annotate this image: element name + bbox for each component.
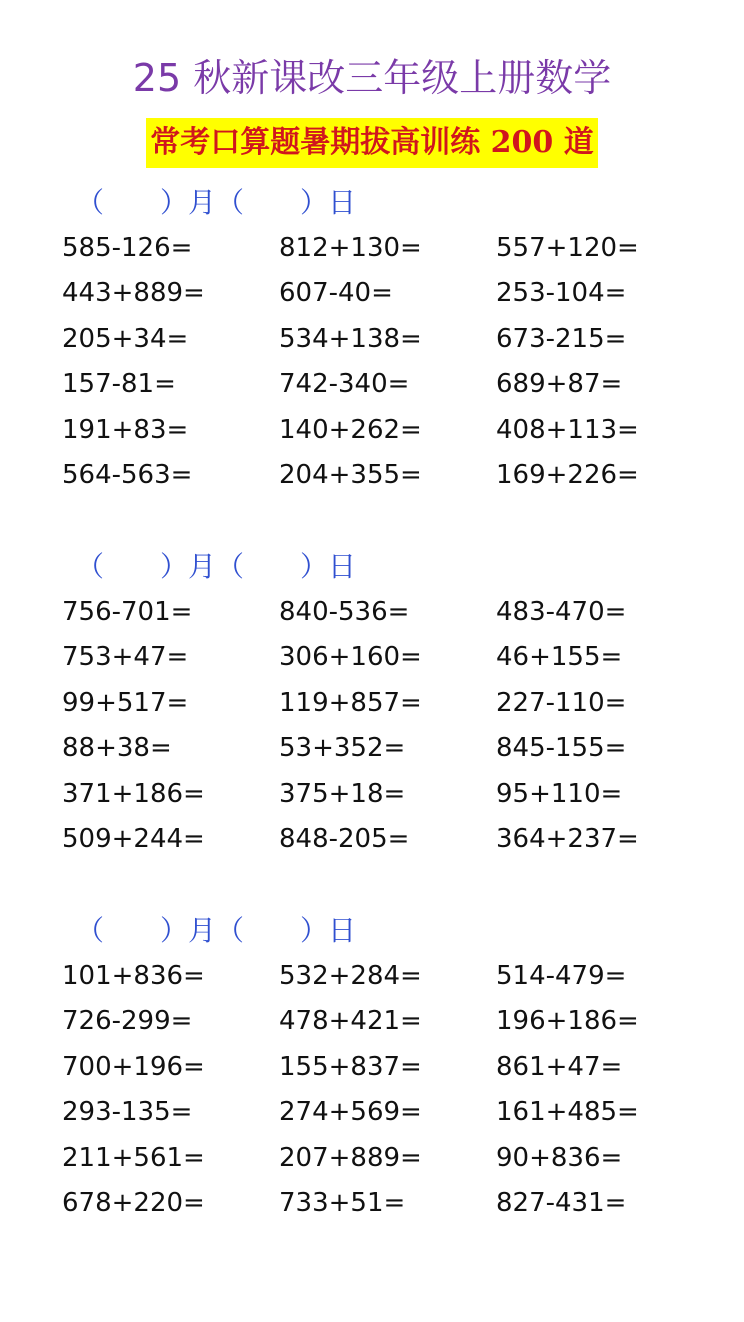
- arithmetic-problem: 607-40=: [279, 278, 393, 309]
- arithmetic-problem: 364+237=: [496, 824, 639, 854]
- arithmetic-problem: 700+196=: [62, 1051, 205, 1082]
- problem-row: [0, 1183, 744, 1223]
- arithmetic-problem: 101+836=: [62, 961, 205, 991]
- problem-row: [0, 728, 744, 768]
- arithmetic-problem: 827-431=: [496, 1188, 627, 1218]
- date-line: （ ）月（ ）日: [76, 914, 357, 947]
- problem-row: [0, 683, 744, 723]
- arithmetic-problem: 478+421=: [279, 1006, 422, 1037]
- arithmetic-problem: 678+220=: [62, 1188, 205, 1218]
- arithmetic-problem: 534+138=: [279, 323, 422, 354]
- problem-row: [0, 228, 744, 268]
- arithmetic-problem: 532+284=: [279, 961, 422, 991]
- arithmetic-problem: 293-135=: [62, 1097, 193, 1128]
- arithmetic-problem: 585-126=: [62, 233, 193, 263]
- problem-row: [0, 1138, 744, 1178]
- arithmetic-problem: 119+857=: [279, 687, 422, 718]
- arithmetic-problem: 483-470=: [496, 597, 627, 627]
- problem-row: [0, 1092, 744, 1132]
- arithmetic-problem: 227-110=: [496, 687, 627, 718]
- arithmetic-problem: 207+889=: [279, 1142, 422, 1173]
- arithmetic-problem: 95+110=: [496, 778, 623, 809]
- arithmetic-problem: 742-340=: [279, 369, 410, 400]
- problem-row: [0, 592, 744, 632]
- arithmetic-problem: 375+18=: [279, 778, 406, 809]
- arithmetic-problem: 46+155=: [496, 642, 623, 673]
- arithmetic-problem: 161+485=: [496, 1097, 639, 1128]
- arithmetic-problem: 673-215=: [496, 323, 627, 354]
- arithmetic-problem: 306+160=: [279, 642, 422, 673]
- worksheet-title: 25 秋新课改三年级上册数学: [132, 56, 612, 100]
- arithmetic-problem: 155+837=: [279, 1051, 422, 1082]
- problem-row: [0, 1001, 744, 1041]
- arithmetic-problem: 861+47=: [496, 1051, 623, 1082]
- date-line: （ ）月（ ）日: [76, 550, 357, 583]
- problem-row: [0, 273, 744, 313]
- problem-row: [0, 455, 744, 495]
- arithmetic-problem: 140+262=: [279, 414, 422, 445]
- problem-row: [0, 364, 744, 404]
- arithmetic-problem: 371+186=: [62, 778, 205, 809]
- arithmetic-problem: 689+87=: [496, 369, 623, 400]
- arithmetic-problem: 812+130=: [279, 233, 422, 263]
- arithmetic-problem: 88+38=: [62, 733, 172, 764]
- problem-row: [0, 319, 744, 359]
- problem-row: [0, 956, 744, 996]
- arithmetic-problem: 211+561=: [62, 1142, 205, 1173]
- problem-row: [0, 819, 744, 859]
- arithmetic-problem: 845-155=: [496, 733, 627, 764]
- arithmetic-problem: 157-81=: [62, 369, 176, 400]
- arithmetic-problem: 196+186=: [496, 1006, 639, 1037]
- arithmetic-problem: 557+120=: [496, 233, 639, 263]
- problem-row: [0, 1047, 744, 1087]
- arithmetic-problem: 274+569=: [279, 1097, 422, 1128]
- arithmetic-problem: 443+889=: [62, 278, 205, 309]
- arithmetic-problem: 204+355=: [279, 460, 422, 490]
- arithmetic-problem: 564-563=: [62, 460, 193, 490]
- worksheet-subtitle: 常考口算题暑期拔高训练 200 道: [146, 118, 598, 168]
- arithmetic-problem: 753+47=: [62, 642, 189, 673]
- arithmetic-problem: 726-299=: [62, 1006, 193, 1037]
- arithmetic-problem: 733+51=: [279, 1188, 406, 1218]
- arithmetic-problem: 509+244=: [62, 824, 205, 854]
- arithmetic-problem: 408+113=: [496, 414, 639, 445]
- problem-row: [0, 637, 744, 677]
- arithmetic-problem: 840-536=: [279, 597, 410, 627]
- arithmetic-problem: 90+836=: [496, 1142, 623, 1173]
- arithmetic-problem: 205+34=: [62, 323, 189, 354]
- date-line: （ ）月（ ）日: [76, 186, 357, 219]
- problem-row: [0, 774, 744, 814]
- arithmetic-problem: 169+226=: [496, 460, 639, 490]
- arithmetic-problem: 53+352=: [279, 733, 406, 764]
- arithmetic-problem: 99+517=: [62, 687, 189, 718]
- arithmetic-problem: 514-479=: [496, 961, 627, 991]
- arithmetic-problem: 848-205=: [279, 824, 410, 854]
- problem-row: [0, 410, 744, 450]
- subtitle-banner: [0, 118, 744, 168]
- arithmetic-problem: 756-701=: [62, 597, 193, 627]
- arithmetic-problem: 253-104=: [496, 278, 627, 309]
- arithmetic-problem: 191+83=: [62, 414, 189, 445]
